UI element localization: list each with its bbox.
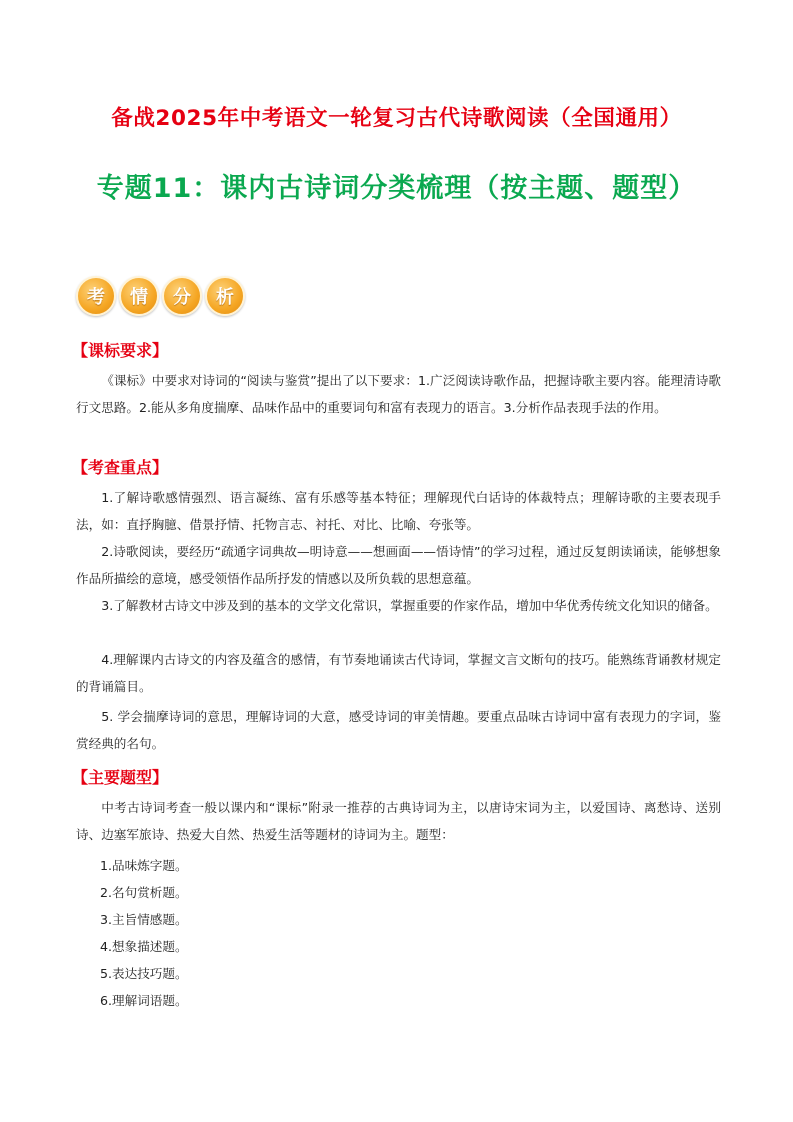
- tixing-item-1: 1.品味炼字题。: [100, 858, 188, 873]
- badge-char: 分: [162, 276, 202, 316]
- badge-char: 考: [76, 276, 116, 316]
- tixing-item-5: 5.表达技巧题。: [100, 966, 188, 981]
- tixing-item-6: 6.理解词语题。: [100, 993, 188, 1008]
- kaocha-item-5: 5. 学会揣摩诗词的意思，理解诗词的大意，感受诗词的审美情趣。要重点品味古诗词中富有表现力的字词，鉴赏经典的名句。: [76, 709, 721, 751]
- tixing-item-3: 3.主旨情感题。: [100, 912, 188, 927]
- section-heading-tixing: 【主要题型】: [72, 768, 169, 787]
- document-subtitle: 专题11：课内古诗词分类梳理（按主题、题型）: [96, 173, 697, 204]
- section-heading-kebiao: 【课标要求】: [72, 341, 169, 360]
- section-heading-kaocha: 【考查重点】: [72, 458, 169, 477]
- kaocha-item-2: 2.诗歌阅读，要经历“疏通字词典故—明诗意——想画面——悟诗情”的学习过程，通过反复朗读诵读，能够想象作品所描绘的意境，感受领悟作品所抒发的情感以及所负载的思想意蕴。: [76, 544, 721, 586]
- kaocha-item-3: 3.了解教材古诗文中涉及到的基本的文学文化常识，掌握重要的作家作品，增加中华优秀传统文化知识的储备。: [101, 598, 718, 613]
- document-title: 备战2025年中考语文一轮复习古代诗歌阅读（全国通用）: [111, 106, 682, 131]
- badge-char: 情: [119, 276, 159, 316]
- kaocha-item-4: 4.理解课内古诗文的内容及蕴含的感情，有节奏地诵读古代诗词，掌握文言文断句的技巧。能熟练背诵教材规定的背诵篇目。: [76, 652, 721, 694]
- tixing-intro: 中考古诗词考查一般以课内和“课标”附录一推荐的古典诗词为主，以唐诗宋词为主，以爱国诗、离愁诗、送别诗、边塞军旅诗、热爱大自然、热爱生活等题材的诗词为主。题型：: [76, 800, 721, 842]
- tixing-item-4: 4.想象描述题。: [100, 939, 188, 954]
- badge-char: 析: [205, 276, 245, 316]
- section-badge: [76, 276, 245, 316]
- kebiao-paragraph: 《课标》中要求对诗词的“阅读与鉴赏”提出了以下要求：1.广泛阅读诗歌作品，把握诗歌主要内容。能理清诗歌行文思路。2.能从多角度揣摩、品味作品中的重要词句和富有表现力的语言。3.分析作品表现手法的作用。: [76, 373, 721, 415]
- tixing-item-2: 2.名句赏析题。: [100, 885, 188, 900]
- kaocha-item-1: 1.了解诗歌感情强烈、语言凝练、富有乐感等基本特征；理解现代白话诗的体裁特点；理解诗歌的主要表现手法，如：直抒胸臆、借景抒情、托物言志、衬托、对比、比喻、夸张等。: [76, 490, 721, 532]
